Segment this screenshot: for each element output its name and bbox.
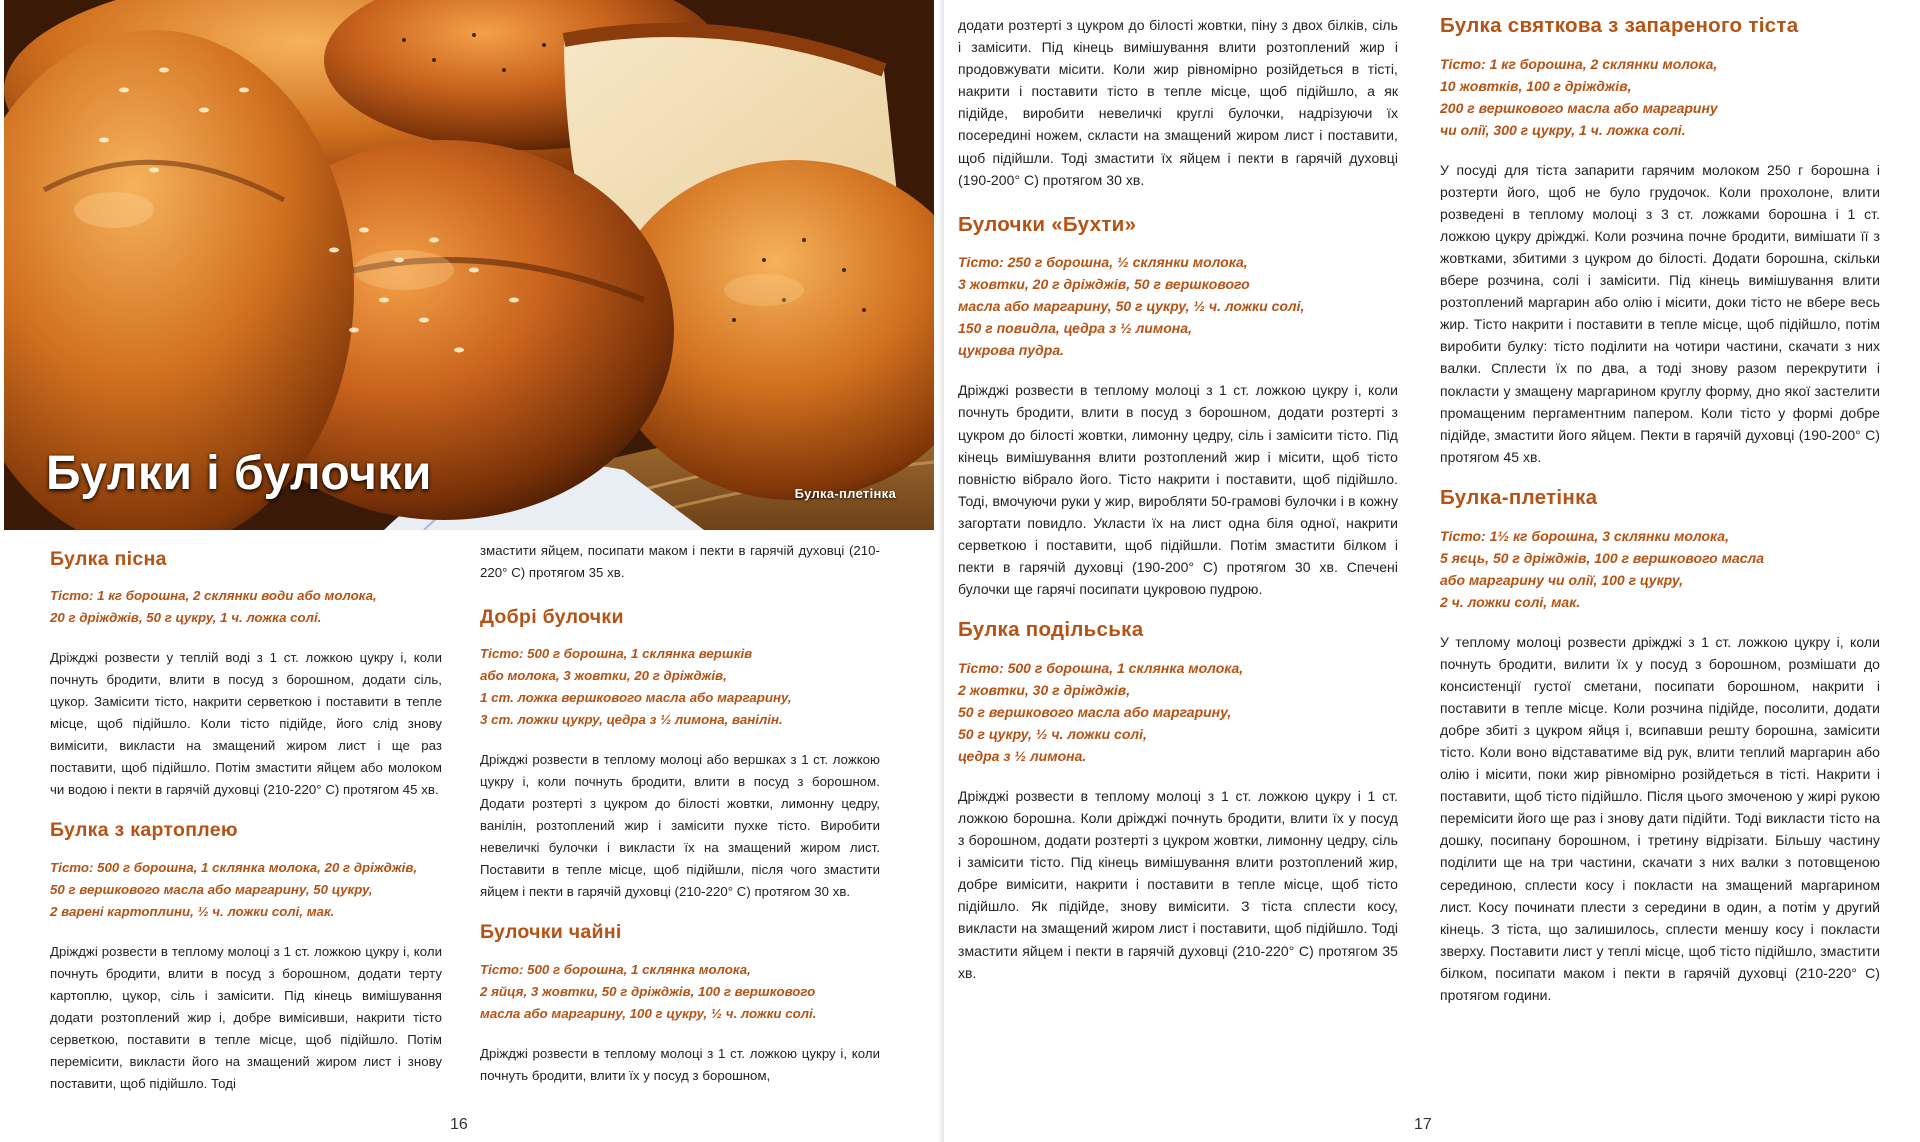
- ingredient-line: масла або маргарину, 50 г цукру, ½ ч. ложки солі,: [958, 298, 1305, 315]
- ingredient-line: 5 яєць, 50 г дріжджів, 100 г вершкового масла: [1440, 549, 1765, 566]
- recipe-title: Добрі булочки: [480, 606, 624, 628]
- right-page: [944, 0, 1920, 1142]
- recipe-ingredients: [1440, 53, 1880, 141]
- ingredient-line: 2 яйця, 3 жовтки, 50 г дріжджів, 100 г вершкового: [480, 983, 816, 999]
- recipe-ingredients: [50, 585, 442, 629]
- ingredient-line: Тісто: 500 г борошна, 1 склянка молока, 20 г дріжджів,: [50, 859, 418, 875]
- continued-text: додати розтерті з цукром до білості жовтки, піну з двох білків, сіль і замісити. Під кінець вимішування влити розтоплений жир і продовжувати місити. Коли жир рівномірно розійдеться в тісті, накрити і поставити тісто в тепле місце, щоб підійшло, а як підійде, виробити невеличкі круглі булочки, надрізуючи їх посередині ножем, скласти на змащений жиром лист і поставити, щоб підійшли. Тоді змастити їх яйцем і пекти в гарячій духовці (190-200° С) протягом 30 хв.: [958, 17, 1398, 188]
- recipe-text: Дріжджі розвести в теплому молоці з 1 ст. ложкою цукру і, коли почнуть бродити, влити в посуд з борошном, додати терту картоплю, цукор, сіль і замісити. Під кінець вимішування додати розтоплений жир і, добре вимісивши, накрити тісто серветкою, поставити в тепле місце, щоб підійшло. Потім перемісити, викласти його на змащений жиром лист і знову поставити, щоб підійшло. Тоді: [50, 943, 442, 1091]
- ingredient-line: 2 жовтки, 30 г дріжджів,: [958, 681, 1131, 698]
- recipe-text: Дріжджі розвести в теплому молоці або вершках з 1 ст. ложкою цукру і, коли почнуть бродити, влити в посуд з борошном. Додати розтерті з цукром до білості жовтки, лимонну цедру, ванілін, розтоплений жир і замісити пухке тісто. Виробити невеличкі булочки і викласти їх на змащений жиром лист. Поставити в тепле місце, щоб підійшли, після чого змастити яйцем і пекти в гарячій духовці (210-220° С) протягом 30 хв.: [480, 752, 880, 900]
- ingredient-line: 2 ч. ложки солі, мак.: [1440, 593, 1581, 610]
- recipe-ingredients: [480, 959, 880, 1025]
- ingredient-line: 150 г повидла, цедра з ½ лимона,: [958, 320, 1192, 337]
- recipe-text: Дріжджі розвести у теплій воді з 1 ст. ложкою цукру і, коли почнуть бродити, влити в посуд з борошном, додати сіль, цукор. Замісити тісто, накрити серветкою і поставити в тепле місце, щоб підійшло. Коли тісто підійде, його слід знову вимісити, викласти на змащений жиром лист і ще раз поставити, щоб підійшло. Потім змастити яйцем або молоком чи водою і пекти в гарячій духовці (210-220° С) протягом 45 хв.: [50, 650, 442, 798]
- recipe-title: Булочки чайні: [480, 921, 622, 944]
- ingredient-line: 200 г вершкового масла або маргарину: [1440, 99, 1718, 116]
- recipe-text: Дріжджі розвести в теплому молоці з 1 ст. ложкою цукру і, коли почнуть бродити, влити їх у посуд з борошном,: [480, 1045, 880, 1083]
- ingredient-line: 3 ст. ложки цукру, цедра з ½ лимона, ванілін.: [480, 712, 783, 728]
- recipe-title: Булка пісна: [50, 548, 167, 570]
- chapter-title: Булки і булочки: [46, 447, 432, 500]
- ingredient-line: цукрова пудра.: [958, 342, 1065, 359]
- recipe-bulka-podilska: [958, 618, 1398, 983]
- recipe-ingredients: [958, 657, 1398, 767]
- recipe-ingredients: [480, 643, 880, 731]
- left-column-1: [50, 548, 442, 1113]
- recipe-bulochky-chaini: [480, 921, 880, 1086]
- right-column-2: [1440, 14, 1880, 1024]
- ingredient-line: Тісто: 1 кг борошна, 2 склянки молока,: [1440, 55, 1718, 72]
- ingredient-line: цедра з ½ лимона.: [958, 747, 1087, 764]
- ingredient-line: Тісто: 500 г борошна, 1 склянка вершків: [480, 646, 753, 662]
- recipe-text: Дріжджі розвести в теплому молоці з 1 ст. ложкою цукру і 1 ст. ложкою борошна. Коли дріжджі почнуть бродити, влити їх у посуд з борошном, додати розтерті з цукром жовтки, лимонну цедру, сіль і замісити тісто. Під кінець вимішування влити розтоплений жир, добре вимісити, накрити і поставити в тепле місце, щоб тісто підійшло. Як підійде, знову вимісити. З тіста сплести косу, викласти на змащений жиром лист і поставити, щоб підійшло. Тоді змастити яйцем і пекти в гарячій духовці (210-220° С) протягом 35 хв.: [958, 787, 1398, 981]
- ingredient-line: або молока, 3 жовтки, 20 г дріжджів,: [480, 668, 727, 684]
- continued-text: змастити яйцем, посипати маком і пекти в гарячій духовці (210-220° С) протягом 35 хв.: [480, 543, 880, 580]
- ingredient-line: Тісто: 1 кг борошна, 2 склянки води або молока,: [50, 588, 377, 604]
- recipe-bulochky-bukhty: [958, 213, 1398, 601]
- ingredient-line: 2 варені картоплини, ½ ч. ложки солі, мак.: [50, 903, 335, 919]
- recipe-bulka-pisna: [50, 548, 442, 801]
- recipe-bulka-sviatkova: [1440, 14, 1880, 468]
- recipe-title: Булка-плетінка: [1440, 485, 1598, 509]
- ingredient-line: чи олії, 300 г цукру, 1 ч. ложка солі.: [1440, 121, 1686, 138]
- recipe-title: Булка святкова з запареного тіста: [1440, 14, 1799, 37]
- recipe-text: Дріжджі розвести в теплому молоці з 1 ст. ложкою цукру і, коли почнуть бродити, влити в посуд з борошном, додати розтерті з цукром до білості жовтки, лимонну цедру, сіль і замісити тісто. Під кінець вимішування влити розтоплений жир і місити, щоб тісто повністю вібрало його. Тісто накрити і поставити, щоб підійшло. Тоді, вмочуючи руки у жир, виробляти 50-грамові булочки і в кожну загортати повидло. Укласти їх на лист одна біля одної, накрити серветкою і поставити, щоб підійшли. Потім змастити білком і пекти в гарячій духовці (190-200° С) протягом 30 хв. Спечені булочки ще гарячі посипати цукровою пудрою.: [958, 382, 1398, 598]
- photo-caption: Булка-плетінка: [794, 486, 896, 501]
- ingredient-line: 50 г цукру, ½ ч. ложки солі,: [958, 725, 1147, 742]
- ingredient-line: Тісто: 500 г борошна, 1 склянка молока,: [958, 659, 1244, 676]
- ingredient-line: Тісто: 1½ кг борошна, 3 склянки молока,: [1440, 527, 1729, 544]
- ingredient-line: Тісто: 500 г борошна, 1 склянка молока,: [480, 961, 751, 977]
- ingredient-line: 3 жовтки, 20 г дріжджів, 50 г вершкового: [958, 276, 1250, 293]
- ingredient-line: або маргарину чи олії, 100 г цукру,: [1440, 571, 1684, 588]
- ingredient-line: 20 г дріжджів, 50 г цукру, 1 ч. ложка солі.: [50, 610, 322, 626]
- left-column-2: [480, 540, 880, 1105]
- ingredient-line: Тісто: 250 г борошна, ½ склянки молока,: [958, 254, 1248, 271]
- ingredient-line: масла або маргарину, 100 г цукру, ½ ч. ложки солі.: [480, 1005, 817, 1021]
- recipe-bulka-z-kartopleiu: [50, 819, 442, 1094]
- recipe-dobri-bulochky: [480, 606, 880, 903]
- recipe-title: Булка подільська: [958, 618, 1144, 642]
- page-number: 17: [1414, 1116, 1432, 1133]
- ingredient-line: 10 жовтків, 100 г дріжджів,: [1440, 77, 1632, 94]
- page-number: 16: [450, 1116, 468, 1133]
- ingredient-line: 1 ст. ложка вершкового масла або маргарину,: [480, 690, 792, 706]
- recipe-text: У теплому молоці розвести дріжджі з 1 ст. ложкою цукру і, коли почнуть бродити, вилити їх у посуд з борошном, розмішати до консистенції густої сметани, посипати борошном, накрити і поставити в тепле місце. Коли розчина підійде, посолити, додати добре збиті з цукром яйця і, всипавши решту борошна, замісити тісто. Коли воно відставатиме від рук, влити теплий маргарин або олію і місити, поки жир рівномірно розійдеться в тісті. Накрити і поставити, щоб тісто підійшло. Після цього змоченою у жирі рукою перемісити його ще раз і знову дати підійти. Тоді викласти тісто на дошку, посипану борошном, і третину відрізати. Більшу частину поділити ще на три частини, скачати з них валки з потовщеною серединою, сплести косу і покласти на змащений маргарином лист. Косу починати плести з середини в один, а потім у другий кінець. З тіста, що залишилось, сплести меншу косу і покласти зверху. Поставити лист у теплі місце, щоб тісто підійшло, змастити білком, посипати маком і пекти в гарячій духовці (210-220° С) протягом години.: [1440, 633, 1880, 1003]
- recipe-text: У посуді для тіста запарити гарячим молоком 250 г борошна і розтерти його, щоб не було грудочок. Коли прохолоне, влити розведені в теплому молоці з 3 ст. ложками борошна і 1 ст. ложкою цукру дріжджі. Коли розчина почне бродити, вимішати її з жовтками, збитими з цукром до білості. Додати борошна, скільки вбере розчина, солі і замісити. Під кінець вимішування влити розтоплений маргарин або олію і місити, доки тісто не вбере весь жир. Тісто накрити і поставити в тепле місце, щоб підійшло, потім виробити булку: тісто поділити на чотири частини, скачати з них валки. Сплести їх по два, а тоді знову разом перекрутити і покласти у змащену маргарином круглу форму, дно якої застелити промащеним пергаментним папером. Коли тісто у формі добре підійде, змастити його яйцем. Пекти в гарячій духовці (190-200° С) протягом 45 хв.: [1440, 161, 1880, 465]
- recipe-bulka-pletinka: [1440, 486, 1880, 1006]
- ingredient-line: 50 г вершкового масла або маргарину,: [958, 703, 1232, 720]
- bread-photo: [4, 0, 934, 530]
- recipe-title: Булочки «Бухти»: [958, 212, 1137, 236]
- ingredient-line: 50 г вершкового масла або маргарину, 50 цукру,: [50, 881, 373, 897]
- right-column-1: [958, 14, 1398, 1002]
- recipe-ingredients: [1440, 525, 1880, 613]
- recipe-title: Булка з картоплею: [50, 819, 238, 842]
- recipe-ingredients: [50, 857, 442, 923]
- recipe-ingredients: [958, 251, 1398, 361]
- left-page: [0, 0, 944, 1142]
